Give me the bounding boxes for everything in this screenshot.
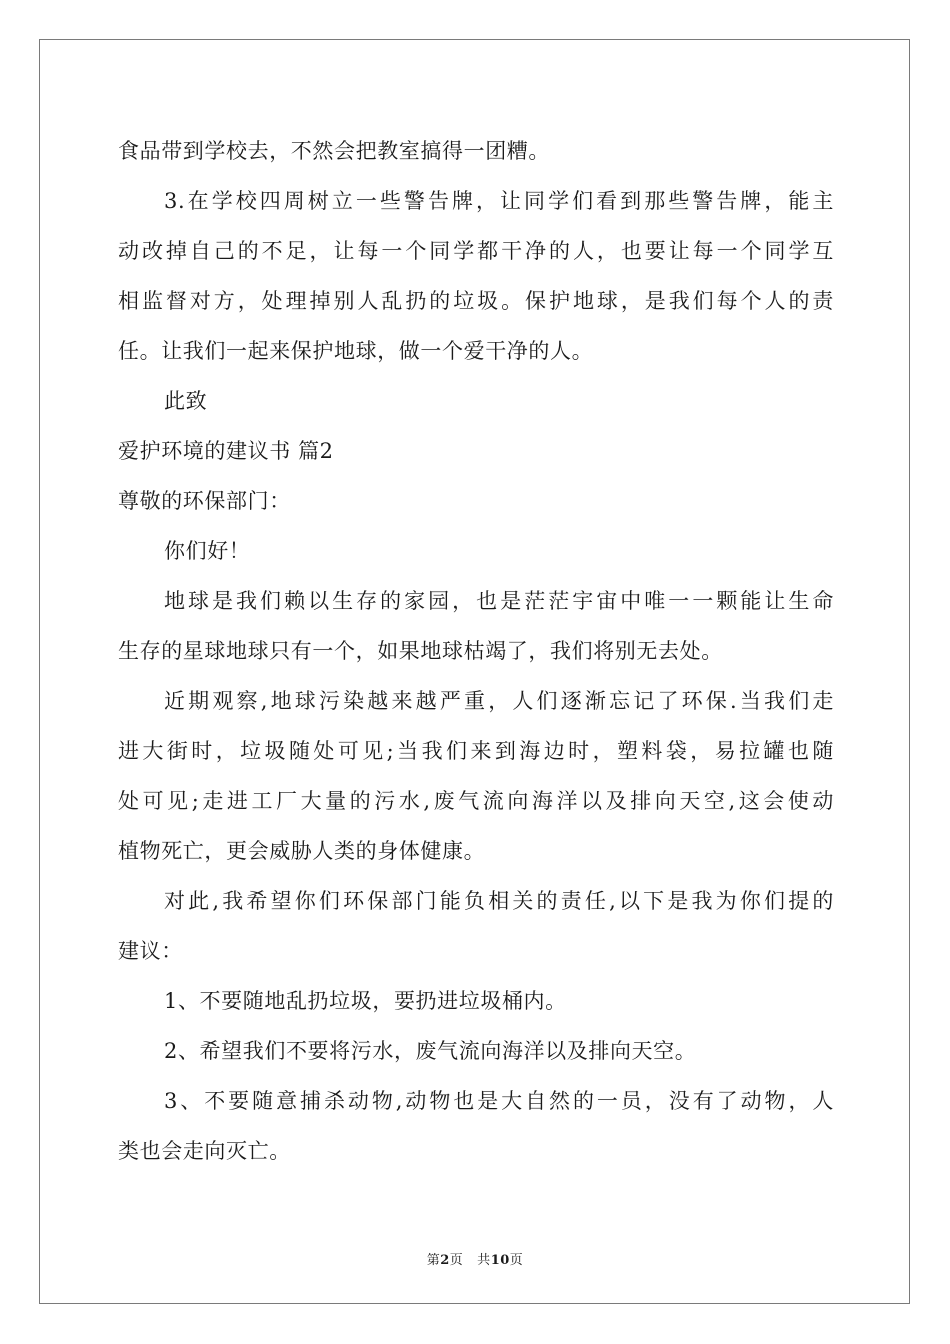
footer-total-prefix: 共: [477, 1253, 491, 1268]
text-line: 3、不要随意捕杀动物,动物也是大自然的一员，没有了动物，人: [164, 1089, 834, 1113]
text-line: 尊敬的环保部门：: [118, 489, 291, 513]
text-line: 类也会走向灭亡。: [118, 1139, 291, 1163]
footer-prefix: 第: [426, 1253, 441, 1268]
text-line: 处可见;走进工厂大量的污水,废气流向海洋以及排向天空,这会使动: [118, 789, 834, 813]
text-line: 任。让我们一起来保护地球，做一个爱干净的人。: [118, 339, 594, 363]
text-line: 动改掉自己的不足，让每一个同学都干净的人，也要让每一个同学互: [118, 239, 834, 263]
text-line: 此致: [164, 389, 208, 413]
text-line: 建议：: [118, 939, 183, 963]
text-line: 对此,我希望你们环保部门能负相关的责任,以下是我为你们提的: [164, 889, 834, 913]
text-line: 地球是我们赖以生存的家园，也是茫茫宇宙中唯一一颗能让生命: [164, 589, 834, 613]
footer-current-page: 2: [440, 1253, 450, 1268]
text-line: 食品带到学校去，不然会把教室搞得一团糟。: [118, 139, 550, 163]
text-line: 植物死亡，更会威胁人类的身体健康。: [118, 839, 486, 863]
text-line: 生存的星球地球只有一个，如果地球枯竭了，我们将别无去处。: [118, 639, 723, 663]
footer-page-suffix: 页: [449, 1253, 464, 1268]
text-line: 2、希望我们不要将污水，废气流向海洋以及排向天空。: [164, 1039, 697, 1063]
text-line: 1、不要随地乱扔垃圾，要扔进垃圾桶内。: [164, 989, 567, 1013]
page-number-footer: [0, 1249, 950, 1268]
footer-total-suffix: 页: [509, 1253, 524, 1268]
text-line: 爱护环境的建议书 篇2: [118, 439, 334, 463]
text-line: 进大街时，垃圾随处可见;当我们来到海边时，塑料袋，易拉罐也随: [118, 739, 834, 763]
text-line: 近期观察,地球污染越来越严重，人们逐渐忘记了环保.当我们走: [164, 689, 834, 713]
text-line: 相监督对方，处理掉别人乱扔的垃圾。保护地球，是我们每个人的责: [118, 289, 834, 313]
document-body: [118, 126, 834, 1176]
text-line: 3.在学校四周树立一些警告牌，让同学们看到那些警告牌，能主: [164, 189, 834, 213]
footer-total-pages: 10: [490, 1253, 510, 1268]
text-line: 你们好！: [164, 539, 251, 563]
